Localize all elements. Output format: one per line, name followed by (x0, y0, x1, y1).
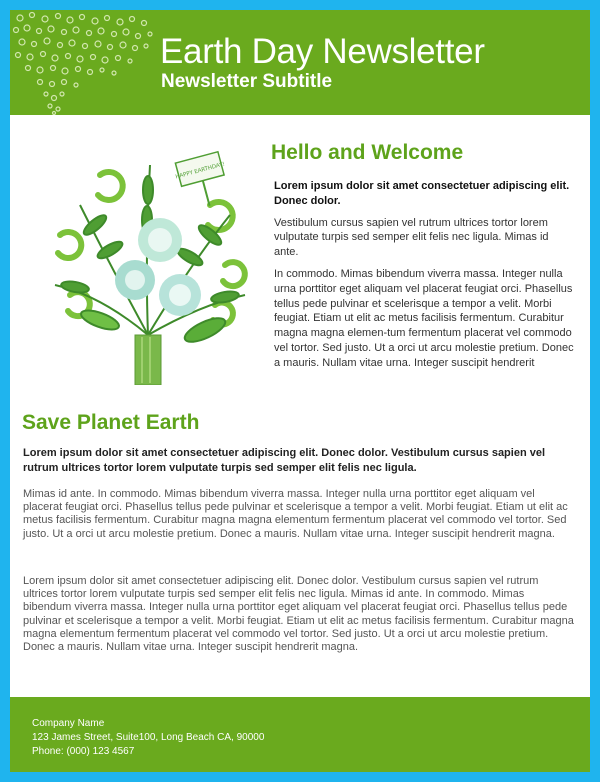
footer-phone: Phone: (000) 123 4567 (32, 746, 135, 757)
earth-day-bouquet-illustration (40, 145, 255, 385)
newsletter-header (10, 10, 590, 115)
welcome-heading: Hello and Welcome (271, 141, 464, 164)
recycle-tree-icon (10, 10, 160, 115)
recycle-icon (98, 172, 123, 200)
save-earth-lead: Lorem ipsum dolor sit amet consectetuer adipiscing elit. Donec dolor. Vestibulum cursus sapien vel rutrum ultrices tortor lorem vulputate turpis sed semper elit felis nec ligula. (23, 447, 546, 474)
welcome-lead: Lorem ipsum dolor sit amet consectetuer adipiscing elit. Donec dolor. (274, 180, 570, 207)
welcome-paragraph-2: In commodo. Mimas bibendum viverra massa. Integer nulla urna porttitor eget aliquam vel placerat feugiat orci. Phasellus tellus pede pulvinar et scelerisque a tempor a velit. Morbi feugiat. Etiam ut elit ac metus facilisis fermentum. Curabitur magna magna elemen-tum fermentum placerat vel commodo vel tortor. Sed justo. Ut a orci ut arcu molestie pretium. Donec a mauris. Nullam vitae urna. Integer suscipit hendrerit (274, 267, 574, 369)
welcome-paragraph-1: Vestibulum cursus sapien vel rutrum ultrices tortor lorem vulputate turpis sed semper elit felis nec ligula. Mimas id ante. (274, 216, 549, 259)
newsletter-page (10, 10, 590, 772)
save-earth-paragraph-1: Mimas id ante. In commodo. Mimas bibendum viverra massa. Integer nulla urna porttitor eget aliquam vel placerat feugiat orci. Phasellus tellus pede pulvinar et scelerisque a tempor a velit. Morbi feugiat. Etiam ut elit ac metus facilisis fermentum. Curabitur magna magna elementum fermentum placerat vel commodo vel tortor. Sed justo. Ut a orci ut arcu molestie pretium. Donec a mauris. Nullam vitae urna. Integer suscipit hendrerit magna. (23, 488, 568, 540)
welcome-article (274, 179, 574, 378)
save-earth-paragraph-2: Lorem ipsum dolor sit amet consectetuer adipiscing elit. Donec dolor. Vestibulum cursus sapien vel rutrum ultrices tortor lorem vulputate turpis sed semper elit felis nec ligula. Mimas id ante. In commodo. Mimas bibendum viverra massa. Integer nulla urna porttitor eget aliquam vel placerat feugiat orci. Phasellus tellus pede pulvinar et scelerisque a tempor a velit. Morbi feugiat. Etiam ut elit ac metus facilisis fermentum. Curabitur magna magna elementum fermentum placerat vel commodo vel tortor. Sed justo. Ut a orci ut arcu molestie pretium. Donec a mauris. Nullam vitae urna. Integer suscipit hendrerit magna. (23, 575, 574, 654)
flower-icon (115, 218, 201, 316)
newsletter-title: Earth Day Newsletter (160, 32, 485, 71)
sign-text: HAPPY EARTHDAY! (174, 161, 226, 181)
footer-address: 123 James Street, Suite100, Long Beach CA, 90000 (32, 732, 265, 743)
vase-icon (135, 335, 161, 385)
newsletter-subtitle: Newsletter Subtitle (161, 71, 333, 92)
recycle-icon (223, 262, 245, 286)
recycle-icon (58, 232, 81, 258)
footer-company-name: Company Name (32, 718, 105, 729)
newsletter-footer (10, 697, 590, 772)
save-earth-heading: Save Planet Earth (22, 411, 200, 434)
